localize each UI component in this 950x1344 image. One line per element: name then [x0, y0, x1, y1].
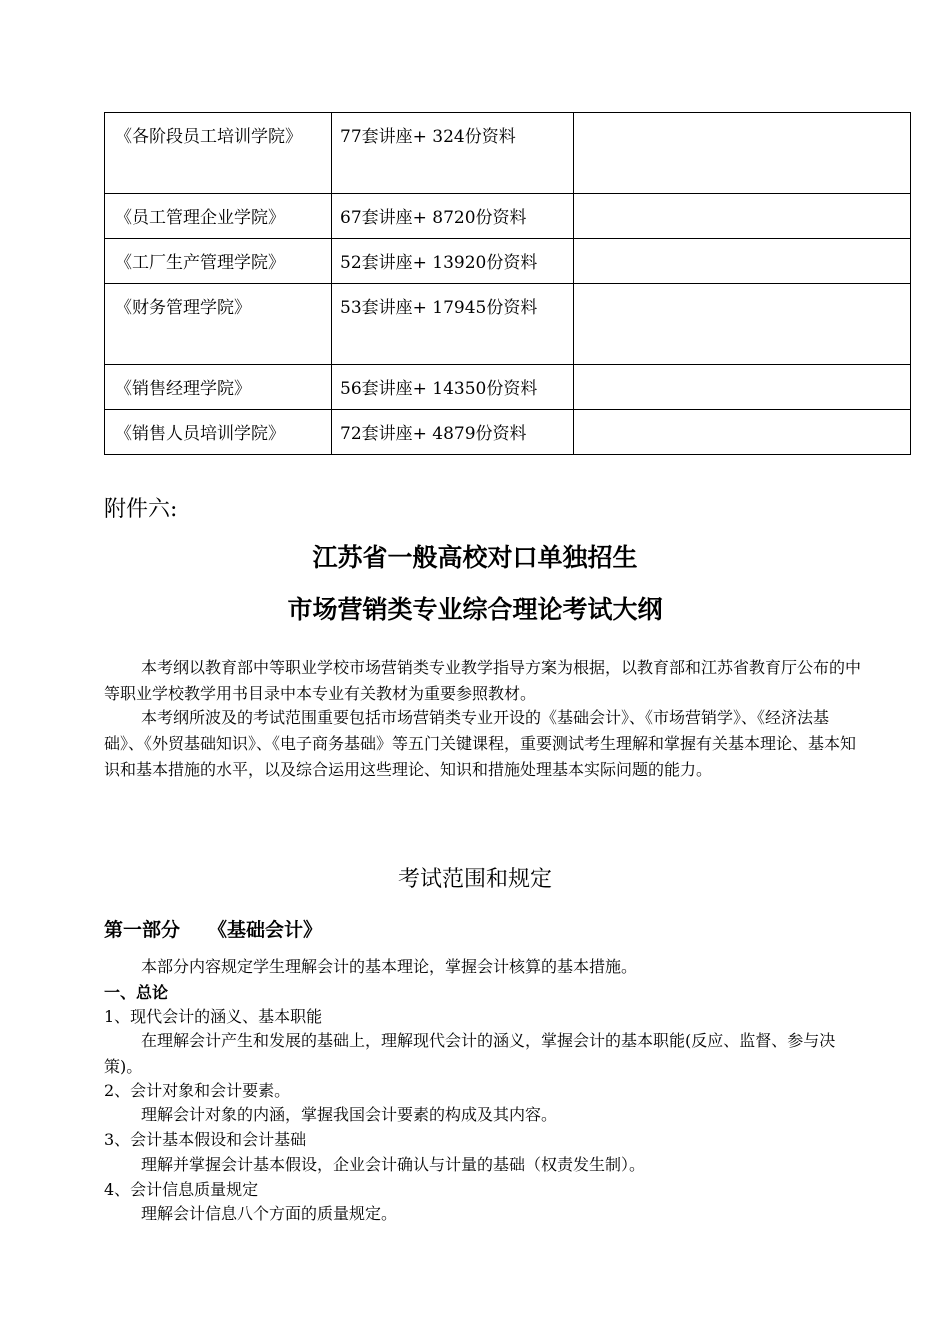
attachment-label: 附件六:: [104, 497, 178, 522]
table-row: [105, 239, 911, 284]
document-title-line2: 市场营销类专业综合理论考试大纲: [287, 595, 663, 624]
course-resources: 53套讲座+ 17945份资料: [332, 284, 574, 365]
table-row: [105, 365, 911, 410]
course-name: 《财务管理学院》: [105, 284, 332, 365]
item-text: 理解会计对象的内涵，掌握我国会计要素的构成及其内容。: [141, 1105, 558, 1124]
part-intro: 本部分内容规定学生理解会计的基本理论，掌握会计核算的基本措施。: [141, 957, 638, 976]
item-text: 理解会计信息八个方面的质量规定。: [141, 1204, 398, 1223]
course-table: [104, 112, 911, 455]
course-resources: 52套讲座+ 13920份资料: [332, 239, 574, 284]
item-text: 在理解会计产生和发展的基础上，理解现代会计的涵义，掌握会计的基本职能(反应、监督、参与决策)。: [104, 1031, 836, 1076]
part-course: 《基础会计》: [208, 919, 323, 941]
intro-paragraph: 本考纲以教育部中等职业学校市场营销类专业教学指导方案为根据，以教育部和江苏省教育厅公布的中等职业学校教学用书目录中本专业有关教材为重要参照教材。: [104, 658, 862, 703]
course-note: [574, 194, 911, 239]
item-heading: 4、会计信息质量规定: [104, 1180, 259, 1199]
course-resources: 77套讲座+ 324份资料: [332, 113, 574, 194]
course-name: 《各阶段员工培训学院》: [105, 113, 332, 194]
course-name: 《员工管理企业学院》: [105, 194, 332, 239]
item-heading: 2、会计对象和会计要素。: [104, 1081, 291, 1100]
part-title: [104, 915, 322, 942]
course-resources: 72套讲座+ 4879份资料: [332, 410, 574, 455]
item-text: 理解并掌握会计基本假设，企业会计确认与计量的基础（权责发生制）。: [141, 1155, 646, 1174]
course-resources: 67套讲座+ 8720份资料: [332, 194, 574, 239]
chapter-heading: 一、总论: [104, 983, 169, 1002]
intro-paragraph: 本考纲所波及的考试范围重要包括市场营销类专业开设的《基础会计》、《市场营销学》、《经济法基础》、《外贸基础知识》、《电子商务基础》等五门关键课程，重要测试考生理解和掌握有关基本理论、基本知识和基本措施的水平，以及综合运用这些理论、知识和措施处理基本实际问题的能力。: [104, 708, 857, 779]
table-row: [105, 410, 911, 455]
course-name: 《工厂生产管理学院》: [105, 239, 332, 284]
course-name: 《销售经理学院》: [105, 365, 332, 410]
table-row: [105, 113, 911, 194]
course-note: [574, 239, 911, 284]
document-title-line1: 江苏省一般高校对口单独招生: [312, 543, 638, 572]
item-heading: 3、会计基本假设和会计基础: [104, 1130, 307, 1149]
course-note: [574, 113, 911, 194]
part-label: 第一部分: [104, 919, 181, 941]
course-name: 《销售人员培训学院》: [105, 410, 332, 455]
section-title: 考试范围和规定: [397, 867, 552, 892]
item-heading: 1、现代会计的涵义、基本职能: [104, 1007, 323, 1026]
course-note: [574, 365, 911, 410]
course-resources: 56套讲座+ 14350份资料: [332, 365, 574, 410]
table-row: [105, 194, 911, 239]
course-note: [574, 410, 911, 455]
table-row: [105, 284, 911, 365]
course-note: [574, 284, 911, 365]
